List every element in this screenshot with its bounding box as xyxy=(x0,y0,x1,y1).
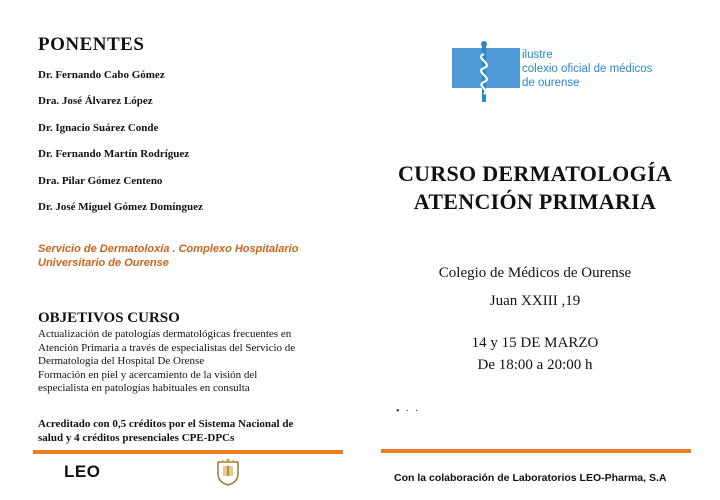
objectives-line: Actualización de patologías dermatológicas frecuentes en xyxy=(38,328,292,340)
schedule-time: De 18:00 a 20:00 h xyxy=(477,357,593,373)
speaker-name: Dr. José Miguel Gómez Domínguez xyxy=(38,200,203,213)
schedule-dates: 14 y 15 DE MARZO xyxy=(471,335,599,351)
college-line: ilustre xyxy=(522,49,553,61)
leo-logo: LEO xyxy=(64,462,101,481)
objectives-title: OBJETIVOS CURSO xyxy=(38,310,180,326)
service-affiliation xyxy=(38,242,338,270)
speaker-name: Dra. Pilar Gómez Centeno xyxy=(38,174,163,187)
collaboration-note: Con la colaboración de Laboratorios LEO-Pharma, S.A xyxy=(394,472,667,484)
objectives-line: Dermatología del Hospital De Orense xyxy=(38,355,205,368)
decorative-dots: •·· xyxy=(396,406,425,417)
venue-info xyxy=(380,259,690,315)
speaker-name: Dr. Ignacio Suárez Conde xyxy=(38,121,159,134)
service-line: Servicio de Dermatoloxía . Complexo Hospitalario xyxy=(38,243,299,255)
speakers-section xyxy=(38,34,338,226)
service-line: Universitario de Ourense xyxy=(38,257,169,269)
objectives-line: Atención Primaria a través de especialistas del Servicio de xyxy=(38,341,296,354)
speakers-heading: PONENTES xyxy=(38,34,145,55)
course-title-line: ATENCIÓN PRIMARIA xyxy=(413,189,657,214)
accent-divider xyxy=(33,450,343,454)
venue-address: Juan XXIII ,19 xyxy=(489,293,581,309)
course-title xyxy=(380,160,690,216)
accent-divider xyxy=(381,449,691,453)
course-title-line: CURSO DERMATOLOGÍA xyxy=(397,161,673,186)
objectives-line: especialista en patologías habituales en consulta xyxy=(38,382,250,395)
accreditation-note xyxy=(38,417,338,445)
college-line: colexio oficial de médicos xyxy=(522,63,653,75)
speaker-name: Dr. Fernando Cabo Gómez xyxy=(38,69,165,81)
accreditation-line: salud y 4 créditos presenciales CPE-DPCs xyxy=(38,432,235,444)
crest-icon xyxy=(214,456,242,488)
objectives-body xyxy=(38,328,338,396)
objectives-line: Formación en piel y acercamiento de la visión del xyxy=(38,368,258,381)
college-name xyxy=(522,48,652,90)
college-logo-icon xyxy=(452,36,522,106)
schedule-info xyxy=(380,332,690,376)
college-line: de ourense xyxy=(522,77,580,89)
speaker-name: Dra. José Álvarez López xyxy=(38,95,153,108)
accreditation-line: Acreditado con 0,5 créditos por el Sistema Nacional de xyxy=(38,418,294,430)
venue-name: Colegio de Médicos de Ourense xyxy=(438,265,632,281)
speaker-name: Dr. Fernando Martín Rodríguez xyxy=(38,148,190,161)
